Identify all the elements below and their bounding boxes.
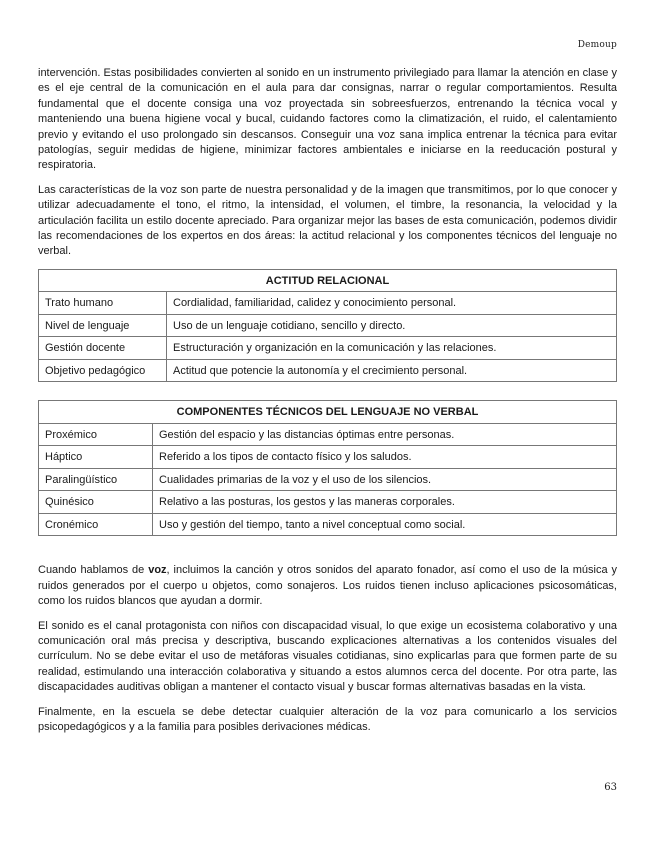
row-term: Háptico bbox=[39, 446, 153, 469]
row-term: Gestión docente bbox=[39, 337, 167, 360]
table-nonverbal-title: COMPONENTES TÉCNICOS DEL LENGUAJE NO VERBAL bbox=[39, 401, 617, 424]
table-row bbox=[39, 314, 617, 337]
paragraph-voice-characteristics: Las características de la voz son parte de nuestra personalidad y de la imagen que transmitimos, por lo que conocer y utilizar adecuadamente el tono, el ritmo, la intensidad, el volumen, el timbre, la resonancia, la velocidad y la articulación facilita un estilo docente apreciado. Para organizar mejor las bases de esta comunicación, podemos dividir las recomendaciones de los expertos en dos áreas: la actitud relacional y los componentes técnicos del lenguaje no verbal. bbox=[38, 183, 617, 258]
row-description: Relativo a las posturas, los gestos y las maneras corporales. bbox=[153, 491, 617, 514]
row-description: Uso y gestión del tiempo, tanto a nivel conceptual como social. bbox=[153, 513, 617, 536]
paragraph-voice-definition bbox=[38, 563, 617, 609]
table-row bbox=[39, 359, 617, 382]
row-description: Gestión del espacio y las distancias óptimas entre personas. bbox=[153, 423, 617, 446]
table-nonverbal-components bbox=[38, 400, 617, 536]
table-row bbox=[39, 423, 617, 446]
paragraph-conclusion: Finalmente, en la escuela se debe detectar cualquier alteración de la voz para comunicarlo a los servicios psicopedagógicos y a la familia para posibles derivaciones médicas. bbox=[38, 705, 617, 734]
page-number: 63 bbox=[604, 782, 617, 793]
table-row bbox=[39, 468, 617, 491]
row-description: Cualidades primarias de la voz y el uso de los silencios. bbox=[153, 468, 617, 491]
row-term: Trato humano bbox=[39, 292, 167, 315]
header-brand: Demoup bbox=[577, 40, 617, 50]
row-description: Cordialidad, familiaridad, calidez y conocimiento personal. bbox=[167, 292, 617, 315]
page-body bbox=[38, 66, 617, 744]
table-row bbox=[39, 491, 617, 514]
row-description: Uso de un lenguaje cotidiano, sencillo y directo. bbox=[167, 314, 617, 337]
row-description: Referido a los tipos de contacto físico y los saludos. bbox=[153, 446, 617, 469]
table-row bbox=[39, 446, 617, 469]
row-term: Proxémico bbox=[39, 423, 153, 446]
voice-keyword: voz bbox=[148, 564, 167, 577]
row-term: Paralingüístico bbox=[39, 468, 153, 491]
row-description: Actitud que potencie la autonomía y el crecimiento personal. bbox=[167, 359, 617, 382]
table-row bbox=[39, 337, 617, 360]
table-row bbox=[39, 513, 617, 536]
voice-text-after: , incluimos la canción y otros sonidos del aparato fonador, así como el uso de la música y ruidos generados por el cuerpo u objetos, como sonajeros. Los ruidos tienen incluso aplicaciones psicosomáticas, como los ruidos blancos que ayudan a dormir. bbox=[38, 564, 617, 608]
table-row bbox=[39, 292, 617, 315]
paragraph-visual-disability: El sonido es el canal protagonista con niños con discapacidad visual, lo que exige un ecosistema colaborativo y una comunicación oral más precisa y descriptiva, buscando explicaciones alternativas a los contenidos visuales del currículum. No se debe evitar el uso de metáforas visuales cotidianas, sino explicarlas para que formen parte de su realidad, estimulando una interacción colaborativa y situando a estos alumnos cerca del docente. Por otra parte, las discapacidades auditivas obligan a mantener el contacto visual y buscar formas alternativas basadas en la vista. bbox=[38, 619, 617, 694]
row-term: Quinésico bbox=[39, 491, 153, 514]
row-description: Estructuración y organización en la comunicación y las relaciones. bbox=[167, 337, 617, 360]
row-term: Nivel de lenguaje bbox=[39, 314, 167, 337]
table-relational-title: ACTITUD RELACIONAL bbox=[39, 269, 617, 292]
paragraph-intervention: intervención. Estas posibilidades convierten al sonido en un instrumento privilegiado para llamar la atención en clase y es el eje central de la comunicación en el aula para dar consignas, narrar o regular comportamientos. Resulta fundamental que el docente consiga una voz proyectada sin sobreesfuerzos, entrenando la técnica vocal y manteniendo una buena higiene vocal y bucal, cuidando factores como la climatización, el ruido, el calentamiento previo y evitando el uso prolongado sin descansos. Conseguir una voz sana implica entrenar la técnica para evitar patologías, seguir medidas de higiene, minimizar factores ambientales e iniciarse en la reeducación postural y respiratoria. bbox=[38, 67, 617, 172]
row-term: Objetivo pedagógico bbox=[39, 359, 167, 382]
row-term: Cronémico bbox=[39, 513, 153, 536]
table-relational-attitude bbox=[38, 269, 617, 383]
voice-text-before: Cuando hablamos de bbox=[38, 564, 149, 577]
